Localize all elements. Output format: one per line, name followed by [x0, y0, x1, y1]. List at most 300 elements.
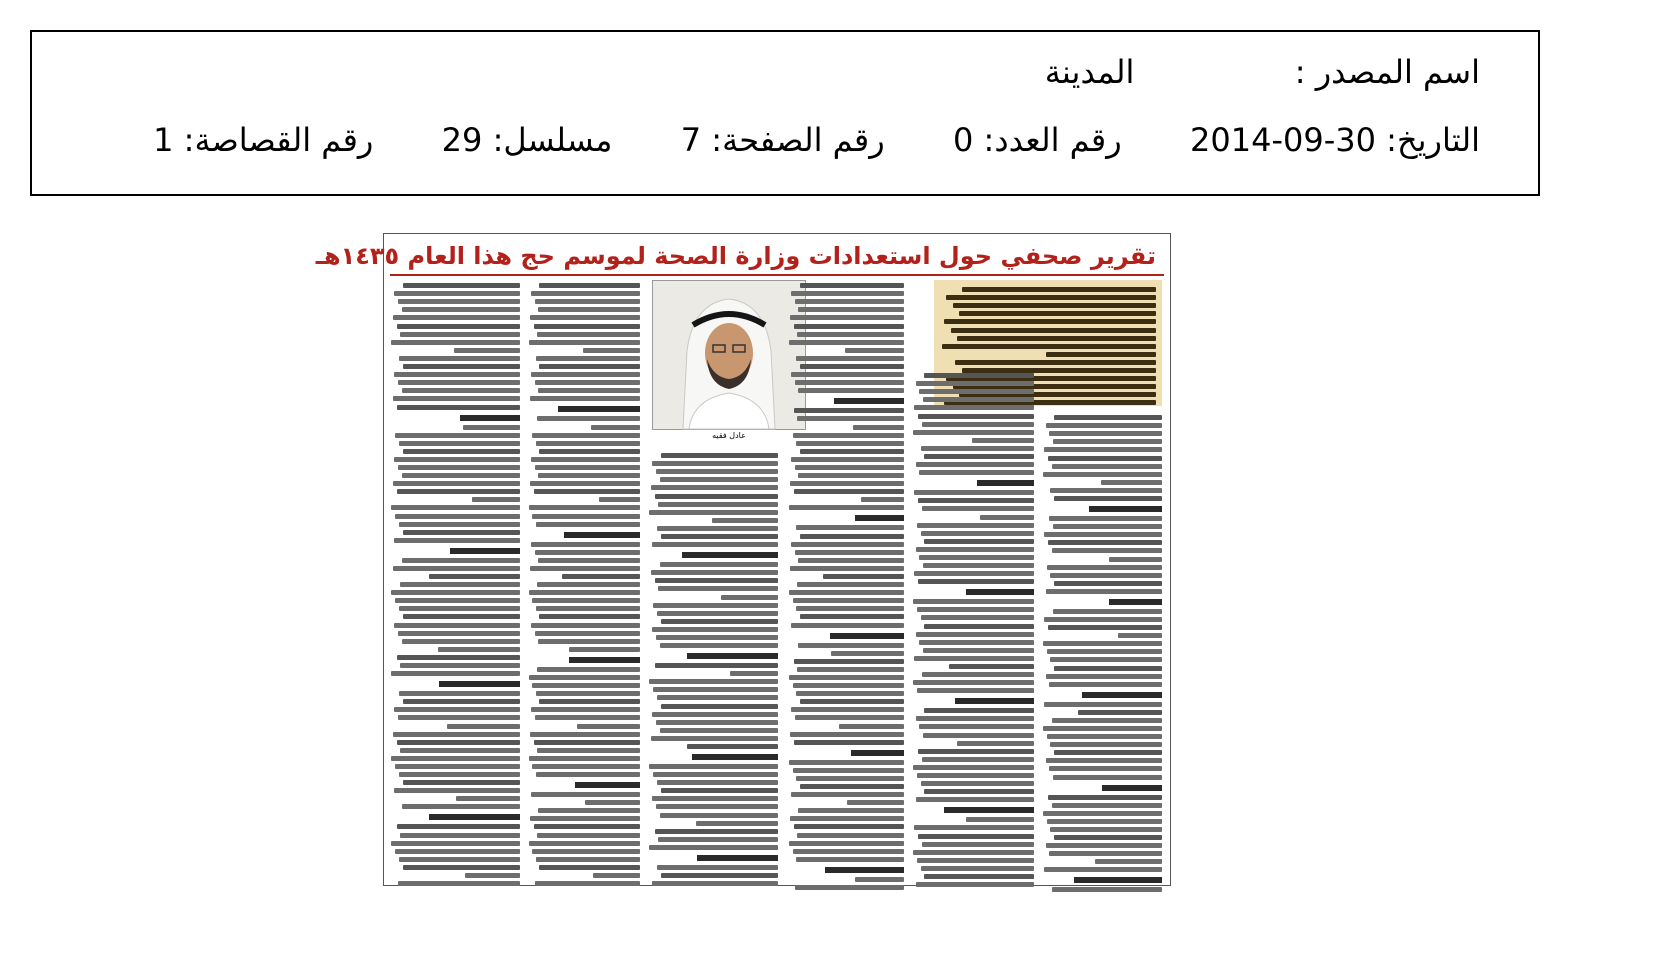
text-line: [922, 506, 1034, 511]
text-line: [395, 433, 520, 438]
issue-value: 0: [953, 121, 974, 159]
text-line: [393, 566, 520, 571]
text-line: [696, 821, 778, 826]
text-line: [966, 817, 1034, 822]
text-line: [796, 606, 904, 611]
text-line: [536, 606, 640, 611]
text-line: [796, 441, 904, 446]
text-line: [591, 425, 640, 430]
text-line: [397, 324, 521, 329]
text-line: [456, 796, 520, 801]
source-row: [1045, 52, 1480, 92]
text-line: [800, 784, 904, 789]
text-line: [794, 408, 904, 413]
text-line: [789, 340, 904, 345]
text-line: [791, 457, 904, 462]
text-line: [1053, 524, 1162, 529]
text-line: [1046, 674, 1162, 679]
text-line: [1049, 682, 1162, 687]
text-line: [796, 525, 904, 530]
text-line: [429, 814, 520, 820]
text-line: [1044, 617, 1162, 622]
text-line: [450, 548, 520, 554]
text-line: [980, 515, 1034, 520]
text-line: [791, 792, 904, 797]
clipping-metadata-box: [30, 30, 1540, 196]
text-line: [919, 724, 1034, 729]
text-line: [1052, 803, 1162, 808]
text-line: [1089, 506, 1162, 512]
text-line: [529, 505, 640, 510]
text-line: [661, 873, 778, 878]
text-line: [1046, 352, 1156, 357]
text-line: [532, 683, 640, 688]
text-line: [657, 865, 778, 870]
text-line: [652, 542, 778, 547]
text-line: [1046, 758, 1162, 763]
text-line: [916, 547, 1034, 552]
text-line: [535, 715, 640, 720]
text-line: [438, 647, 520, 652]
text-line: [793, 433, 904, 438]
text-line: [1049, 766, 1162, 771]
text-line: [917, 858, 1034, 863]
text-line: [921, 446, 1034, 451]
text-line: [942, 344, 1156, 349]
text-line: [656, 804, 778, 809]
text-line: [823, 574, 904, 579]
text-line: [558, 406, 640, 412]
text-line: [403, 699, 520, 704]
newspaper-clipping: [315, 233, 1171, 886]
text-line: [861, 497, 904, 502]
text-line: [393, 315, 520, 320]
text-line: [1118, 633, 1162, 638]
text-line: [534, 324, 640, 329]
text-line: [919, 470, 1034, 475]
text-line: [919, 389, 1034, 394]
text-line: [661, 704, 778, 709]
text-line: [791, 291, 904, 296]
text-line: [1046, 589, 1162, 594]
text-line: [730, 671, 778, 676]
text-line: [918, 579, 1034, 584]
text-line: [834, 398, 904, 404]
text-line: [537, 667, 640, 672]
text-line: [661, 534, 778, 539]
text-line: [649, 510, 778, 515]
issue-label: رقم العدد:: [983, 121, 1122, 159]
text-line: [403, 449, 520, 454]
text-line: [400, 748, 520, 753]
text-line: [649, 679, 778, 684]
text-line: [1044, 867, 1162, 872]
source-value: المدينة: [1044, 53, 1135, 91]
text-line: [530, 732, 640, 737]
text-line: [790, 566, 904, 571]
text-line: [656, 635, 778, 640]
text-line: [919, 640, 1034, 645]
text-line: [918, 749, 1034, 754]
text-line: [922, 672, 1034, 677]
text-line: [923, 397, 1034, 402]
text-line: [536, 857, 640, 862]
text-line: [913, 850, 1034, 855]
text-line: [537, 833, 640, 838]
serial-label: مسلسل:: [492, 121, 613, 159]
text-line: [391, 841, 520, 846]
text-line: [660, 477, 778, 482]
text-line: [923, 648, 1034, 653]
text-line: [569, 657, 640, 663]
text-line: [400, 663, 520, 668]
text-line: [798, 473, 904, 478]
text-line: [1049, 516, 1162, 521]
text-line: [687, 744, 778, 749]
text-line: [795, 299, 904, 304]
text-line: [1102, 785, 1162, 791]
text-line: [399, 441, 520, 446]
text-line: [403, 530, 520, 535]
text-line: [855, 515, 904, 521]
text-line: [534, 824, 640, 829]
text-line: [1052, 887, 1162, 892]
text-line: [916, 632, 1034, 637]
text-line: [454, 348, 520, 353]
text-line: [535, 881, 640, 886]
text-line: [652, 461, 778, 466]
text-line: [532, 514, 640, 519]
text-line: [652, 627, 778, 632]
text-line: [463, 425, 520, 430]
text-line: [398, 881, 520, 886]
text-line: [649, 845, 778, 850]
text-line: [395, 598, 520, 603]
text-line: [957, 336, 1156, 341]
text-line: [531, 707, 640, 712]
text-line: [398, 715, 520, 720]
text-line: [661, 788, 778, 793]
text-line: [917, 523, 1034, 528]
text-line: [918, 834, 1034, 839]
text-line: [1054, 666, 1162, 671]
text-line: [1050, 742, 1162, 747]
text-line: [797, 667, 904, 672]
text-line: [393, 732, 520, 737]
text-line: [653, 603, 778, 608]
text-line: [921, 781, 1034, 786]
text-line: [395, 849, 520, 854]
text-line: [796, 857, 904, 862]
text-line: [394, 623, 520, 628]
text-line: [393, 481, 520, 486]
text-line: [402, 388, 520, 393]
text-line: [790, 481, 904, 486]
text-line: [692, 754, 778, 760]
text-line: [913, 765, 1034, 770]
text-line: [918, 414, 1034, 419]
photo-caption: عادل فقيه: [712, 431, 746, 440]
text-line: [397, 489, 521, 494]
text-line: [530, 566, 640, 571]
text-line: [794, 324, 904, 329]
article-column-3: [648, 450, 778, 882]
text-line: [652, 712, 778, 717]
text-line: [403, 780, 520, 785]
text-line: [538, 388, 640, 393]
text-line: [795, 715, 904, 720]
text-line: [537, 582, 640, 587]
text-line: [918, 498, 1034, 503]
text-line: [795, 885, 904, 890]
text-line: [913, 599, 1034, 604]
text-line: [1050, 573, 1162, 578]
text-line: [924, 624, 1034, 629]
text-line: [798, 558, 904, 563]
text-line: [658, 837, 778, 842]
text-line: [923, 733, 1034, 738]
text-line: [800, 283, 904, 288]
text-line: [1074, 877, 1162, 883]
text-line: [913, 430, 1034, 435]
text-line: [400, 833, 520, 838]
text-line: [539, 364, 640, 369]
text-line: [657, 780, 778, 785]
text-line: [721, 595, 778, 600]
text-line: [398, 631, 520, 636]
text-line: [534, 740, 640, 745]
text-line: [919, 555, 1034, 560]
text-line: [394, 457, 520, 462]
text-line: [393, 396, 520, 401]
text-line: [564, 532, 640, 538]
text-line: [537, 416, 640, 421]
text-line: [789, 590, 904, 595]
text-line: [791, 623, 904, 628]
text-line: [661, 619, 778, 624]
text-line: [924, 789, 1034, 794]
text-line: [656, 720, 778, 725]
text-line: [1047, 565, 1162, 570]
text-line: [966, 589, 1034, 595]
text-line: [531, 792, 640, 797]
text-line: [953, 303, 1156, 308]
clip-label: رقم القصاصة:: [183, 121, 374, 159]
text-line: [1050, 488, 1162, 493]
text-line: [391, 505, 520, 510]
details-row: [153, 120, 1480, 160]
text-line: [395, 764, 520, 769]
text-line: [402, 307, 520, 312]
article-column-4: [788, 280, 904, 882]
text-line: [599, 497, 640, 502]
text-line: [403, 283, 520, 288]
text-line: [800, 534, 904, 539]
text-line: [1048, 625, 1162, 630]
text-line: [652, 796, 778, 801]
text-line: [535, 380, 640, 385]
text-line: [531, 457, 640, 462]
text-line: [391, 590, 520, 595]
text-line: [914, 825, 1034, 830]
text-line: [1044, 702, 1162, 707]
text-line: [951, 328, 1156, 333]
text-line: [790, 315, 904, 320]
text-line: [397, 405, 521, 410]
text-line: [913, 680, 1034, 685]
text-line: [399, 356, 520, 361]
text-line: [944, 319, 1156, 324]
text-line: [796, 776, 904, 781]
text-line: [569, 647, 640, 652]
text-line: [657, 695, 778, 700]
text-line: [1052, 548, 1162, 553]
text-line: [391, 671, 520, 676]
text-line: [916, 797, 1034, 802]
text-line: [532, 849, 640, 854]
text-line: [400, 332, 520, 337]
text-line: [697, 855, 778, 861]
text-line: [793, 683, 904, 688]
text-line: [530, 816, 640, 821]
text-line: [535, 465, 640, 470]
text-line: [923, 563, 1034, 568]
text-line: [529, 675, 640, 680]
text-line: [657, 526, 778, 531]
text-line: [1044, 447, 1162, 452]
text-line: [917, 773, 1034, 778]
text-line: [532, 433, 640, 438]
text-line: [793, 768, 904, 773]
text-line: [460, 415, 520, 421]
text-line: [536, 691, 640, 696]
text-line: [790, 816, 904, 821]
text-line: [661, 453, 778, 458]
text-line: [658, 502, 778, 507]
text-line: [922, 842, 1034, 847]
text-line: [538, 639, 640, 644]
text-line: [795, 550, 904, 555]
article-headline: تقرير صحفي حول استعدادات وزارة الصحة لموسم حج هذا العام ١٤٣٥هـ: [315, 242, 1156, 270]
text-line: [651, 485, 778, 490]
text-line: [583, 348, 640, 353]
text-line: [1050, 827, 1162, 832]
text-line: [914, 490, 1034, 495]
text-line: [655, 494, 779, 499]
text-line: [530, 315, 640, 320]
text-line: [922, 757, 1034, 762]
text-line: [537, 748, 640, 753]
text-line: [1052, 718, 1162, 723]
text-line: [916, 381, 1034, 386]
text-line: [924, 874, 1034, 879]
text-line: [655, 578, 779, 583]
text-line: [794, 659, 904, 664]
text-line: [1048, 456, 1162, 461]
text-line: [797, 582, 904, 587]
text-line: [394, 788, 520, 793]
text-line: [1082, 692, 1162, 698]
text-line: [1054, 835, 1162, 840]
text-line: [1049, 431, 1162, 436]
text-line: [399, 691, 520, 696]
text-line: [800, 449, 904, 454]
text-line: [539, 699, 640, 704]
text-line: [538, 558, 640, 563]
text-line: [394, 291, 520, 296]
text-line: [959, 311, 1156, 316]
text-line: [562, 574, 640, 579]
text-line: [1047, 819, 1162, 824]
text-line: [531, 291, 640, 296]
text-line: [921, 615, 1034, 620]
text-line: [660, 562, 778, 567]
text-line: [796, 691, 904, 696]
text-line: [924, 373, 1034, 378]
text-line: [794, 824, 904, 829]
article-column-2: [528, 280, 640, 882]
text-line: [531, 542, 640, 547]
text-line: [830, 633, 904, 639]
text-line: [465, 873, 520, 878]
text-line: [472, 497, 520, 502]
source-label: اسم المصدر :: [1294, 53, 1480, 91]
text-line: [917, 607, 1034, 612]
text-line: [652, 881, 778, 886]
article-column-1: [390, 280, 520, 882]
text-line: [402, 558, 520, 563]
text-line: [400, 582, 520, 587]
text-line: [529, 340, 640, 345]
text-line: [789, 505, 904, 510]
text-line: [1050, 657, 1162, 662]
text-line: [798, 643, 904, 648]
text-line: [1043, 726, 1162, 731]
text-line: [397, 824, 521, 829]
text-line: [790, 732, 904, 737]
text-line: [1053, 775, 1162, 780]
text-line: [1043, 811, 1162, 816]
text-line: [529, 756, 640, 761]
text-line: [972, 438, 1034, 443]
text-line: [949, 664, 1034, 669]
text-line: [800, 364, 904, 369]
text-line: [797, 332, 904, 337]
text-line: [944, 807, 1034, 813]
text-line: [1109, 557, 1162, 562]
minister-photo: [652, 280, 806, 430]
text-line: [794, 489, 904, 494]
text-line: [651, 736, 778, 741]
text-line: [539, 865, 640, 870]
text-line: [1049, 851, 1162, 856]
text-line: [825, 867, 904, 873]
text-line: [658, 586, 778, 591]
text-line: [399, 857, 520, 862]
text-line: [794, 740, 904, 745]
text-line: [653, 687, 778, 692]
text-line: [1054, 496, 1162, 501]
text-line: [797, 416, 904, 421]
portrait-image: [653, 281, 805, 429]
text-line: [839, 724, 904, 729]
text-line: [791, 372, 904, 377]
text-line: [789, 675, 904, 680]
text-line: [538, 808, 640, 813]
text-line: [394, 372, 520, 377]
headline-rule: [390, 274, 1164, 276]
text-line: [1052, 464, 1162, 469]
